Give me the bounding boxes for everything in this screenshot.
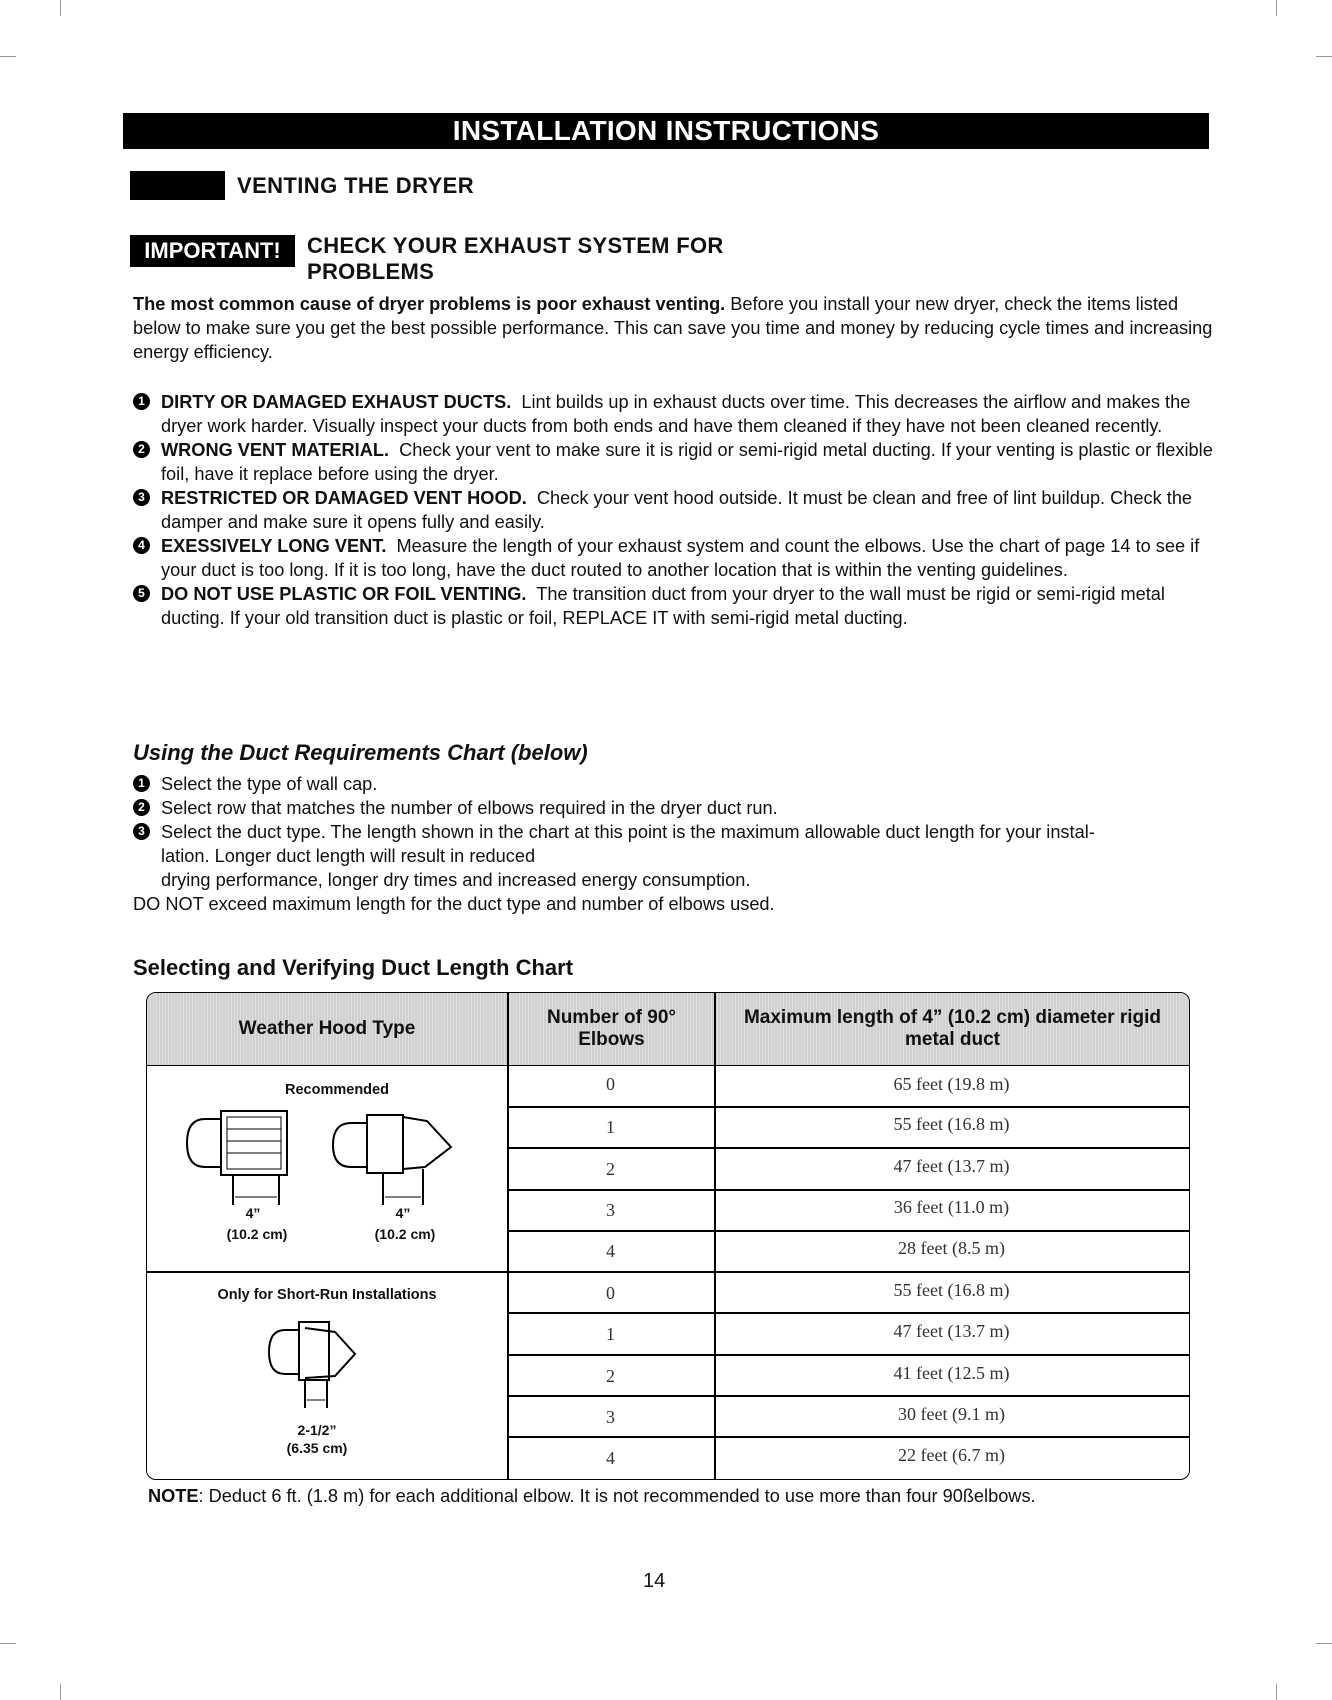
- note-label: NOTE: [148, 1486, 199, 1506]
- number-badge-icon: 5: [133, 585, 150, 602]
- group-label-recommended: Recommended: [285, 1082, 389, 1098]
- hood-pipe: [333, 1123, 367, 1167]
- using-chart-heading: Using the Duct Requirements Chart (below): [133, 740, 588, 765]
- problem-title: DO NOT USE PLASTIC OR FOIL VENTING.: [161, 584, 527, 604]
- max-length: 41 feet (12.5 m): [893, 1363, 1010, 1383]
- short-run-hood-illustration: [259, 1318, 389, 1416]
- crop-mark: [1276, 0, 1277, 16]
- max-length: 55 feet (16.8 m): [893, 1114, 1010, 1134]
- problem-text: The transition duct from your dryer to the wall must be rigid or semi-rigid metal ducting. If your old transition duct is plastic or foil, REPLACE IT with semi-rigid metal ducting.: [161, 584, 1165, 628]
- section-title: VENTING THE DRYER: [237, 173, 475, 198]
- elbow-count: 4: [606, 1241, 615, 1261]
- row-divider: [507, 1106, 1189, 1108]
- dimension-label: (10.2 cm): [374, 1226, 436, 1242]
- problem-item: [133, 486, 1233, 534]
- problem-item: [133, 438, 1233, 486]
- max-length: 30 feet (9.1 m): [898, 1404, 1005, 1424]
- problem-item: [133, 582, 1233, 630]
- dimension-label: (6.35 cm): [286, 1440, 348, 1456]
- crop-mark: [1316, 56, 1332, 57]
- step-item: [133, 772, 1233, 796]
- problem-text: Check your vent hood outside. It must be clean and free of lint buildup. Check the damper and make sure it opens fully and easily.: [161, 488, 1193, 532]
- hood-body: [367, 1115, 403, 1173]
- row-divider: [507, 1312, 1189, 1314]
- page-banner: INSTALLATION INSTRUCTIONS: [123, 113, 1209, 149]
- number-badge-icon: 1: [133, 775, 150, 792]
- number-badge-icon: 3: [133, 823, 150, 840]
- problem-title: DIRTY OR DAMAGED EXHAUST DUCTS.: [161, 392, 512, 412]
- crop-mark: [1276, 1684, 1277, 1700]
- max-length: 47 feet (13.7 m): [893, 1321, 1010, 1341]
- problem-title: WRONG VENT MATERIAL.: [161, 440, 389, 460]
- problem-list: [133, 390, 1233, 630]
- hood-frame: [227, 1117, 281, 1169]
- problem-text: Check your vent to make sure it is rigid or semi-rigid metal ducting. If your venting is plastic or flexible foil, have it replace before using the dryer.: [161, 440, 1213, 484]
- dimension-label: 4”: [395, 1205, 411, 1221]
- step-text: Select row that matches the number of elbows required in the dryer duct run.: [161, 798, 778, 818]
- step-continuation: lation. Longer duct length will result in reduced: [161, 846, 536, 866]
- elbow-count: 1: [606, 1324, 615, 1344]
- header-hood-type: Weather Hood Type: [238, 1018, 416, 1039]
- number-badge-icon: 4: [133, 537, 150, 554]
- problem-title: EXESSIVELY LONG VENT.: [161, 536, 387, 556]
- problem-item: [133, 534, 1233, 582]
- hood-pipe: [269, 1330, 299, 1374]
- crop-mark: [60, 1684, 61, 1700]
- elbow-count: 3: [606, 1200, 615, 1220]
- intro-bold: The most common cause of dryer problems is poor exhaust venting.: [133, 294, 726, 314]
- dimension-label: (10.2 cm): [226, 1226, 288, 1242]
- elbow-count: 2: [606, 1366, 615, 1386]
- number-badge-icon: 2: [133, 441, 150, 458]
- page-number: 14: [643, 1570, 666, 1592]
- note-text: : Deduct 6 ft. (1.8 m) for each additional elbow. It is not recommended to use more than four 90ßelbows.: [198, 1486, 1036, 1506]
- header-elbows: Number of 90° Elbows: [546, 1007, 676, 1050]
- step-continuation: drying performance, longer dry times and increased energy consumption.: [161, 870, 751, 890]
- elbow-count: 4: [606, 1448, 615, 1468]
- problem-text: Measure the length of your exhaust system and count the elbows. Use the chart of page 14 to see if your duct is too long. If it is too long, have the duct routed to another location that is within the venting guidelines.: [161, 536, 1200, 580]
- important-title: CHECK YOUR EXHAUST SYSTEM FOR PROBLEMS: [307, 233, 724, 284]
- elbow-count: 0: [606, 1283, 615, 1303]
- dimension-label: 2-1/2”: [297, 1422, 337, 1438]
- row-divider: [507, 1189, 1189, 1191]
- max-length: 47 feet (13.7 m): [893, 1156, 1010, 1176]
- step-item: [133, 820, 1233, 844]
- problem-item: [133, 390, 1233, 438]
- row-divider: [507, 1436, 1189, 1438]
- step-text: Select the duct type. The length shown in the chart at this point is the maximum allowable duct length for your instal-: [161, 822, 1095, 842]
- duct-length-table: [146, 992, 1190, 1480]
- intro-text: Before you install your new dryer, check the items listed below to make sure you get the best possible performance. This can save you time and money by reducing cycle times and increasing energy efficiency.: [133, 294, 1213, 362]
- chart-note: [148, 1486, 1036, 1507]
- row-divider: [507, 1147, 1189, 1149]
- problem-text: Lint builds up in exhaust ducts over time. This decreases the airflow and makes the dryer work harder. Visually inspect your ducts from both ends and have them cleaned if they have not been cleaned recently.: [161, 392, 1191, 436]
- important-badge: IMPORTANT!: [130, 235, 295, 267]
- number-badge-icon: 3: [133, 489, 150, 506]
- intro-paragraph: [133, 292, 1223, 364]
- hood-pipe: [187, 1119, 221, 1167]
- crop-mark: [0, 1643, 16, 1644]
- hood-flap: [403, 1117, 451, 1169]
- hood-body: [221, 1111, 287, 1175]
- crop-mark: [60, 0, 61, 16]
- row-divider: [507, 1230, 1189, 1232]
- dimension-label: 4”: [245, 1205, 261, 1221]
- max-length: 36 feet (11.0 m): [893, 1197, 1010, 1217]
- step-warning: DO NOT exceed maximum length for the duct type and number of elbows used.: [133, 894, 775, 914]
- header-max-length: Maximum length of 4” (10.2 cm) diameter rigid metal duct: [743, 1007, 1162, 1050]
- elbow-count: 3: [606, 1407, 615, 1427]
- group-divider: [147, 1271, 1189, 1273]
- elbow-count: 0: [606, 1074, 615, 1094]
- step-text: Select the type of wall cap.: [161, 774, 378, 794]
- number-badge-icon: 1: [133, 393, 150, 410]
- elbow-count: 1: [606, 1117, 615, 1137]
- max-length: 28 feet (8.5 m): [898, 1238, 1005, 1258]
- step-list: [133, 772, 1233, 916]
- row-divider: [507, 1354, 1189, 1356]
- max-length: 22 feet (6.7 m): [898, 1445, 1005, 1465]
- step-item: [133, 796, 1233, 820]
- crop-mark: [0, 56, 16, 57]
- elbow-count: 2: [606, 1159, 615, 1179]
- crop-mark: [1316, 1643, 1332, 1644]
- row-divider: [507, 1395, 1189, 1397]
- chart-heading: Selecting and Verifying Duct Length Chart: [133, 955, 574, 980]
- section-marker: [130, 171, 225, 200]
- number-badge-icon: 2: [133, 799, 150, 816]
- group-label-short-run: Only for Short-Run Installations: [217, 1287, 437, 1303]
- problem-title: RESTRICTED OR DAMAGED VENT HOOD.: [161, 488, 527, 508]
- max-length: 65 feet (19.8 m): [893, 1074, 1010, 1094]
- max-length: 55 feet (16.8 m): [893, 1280, 1010, 1300]
